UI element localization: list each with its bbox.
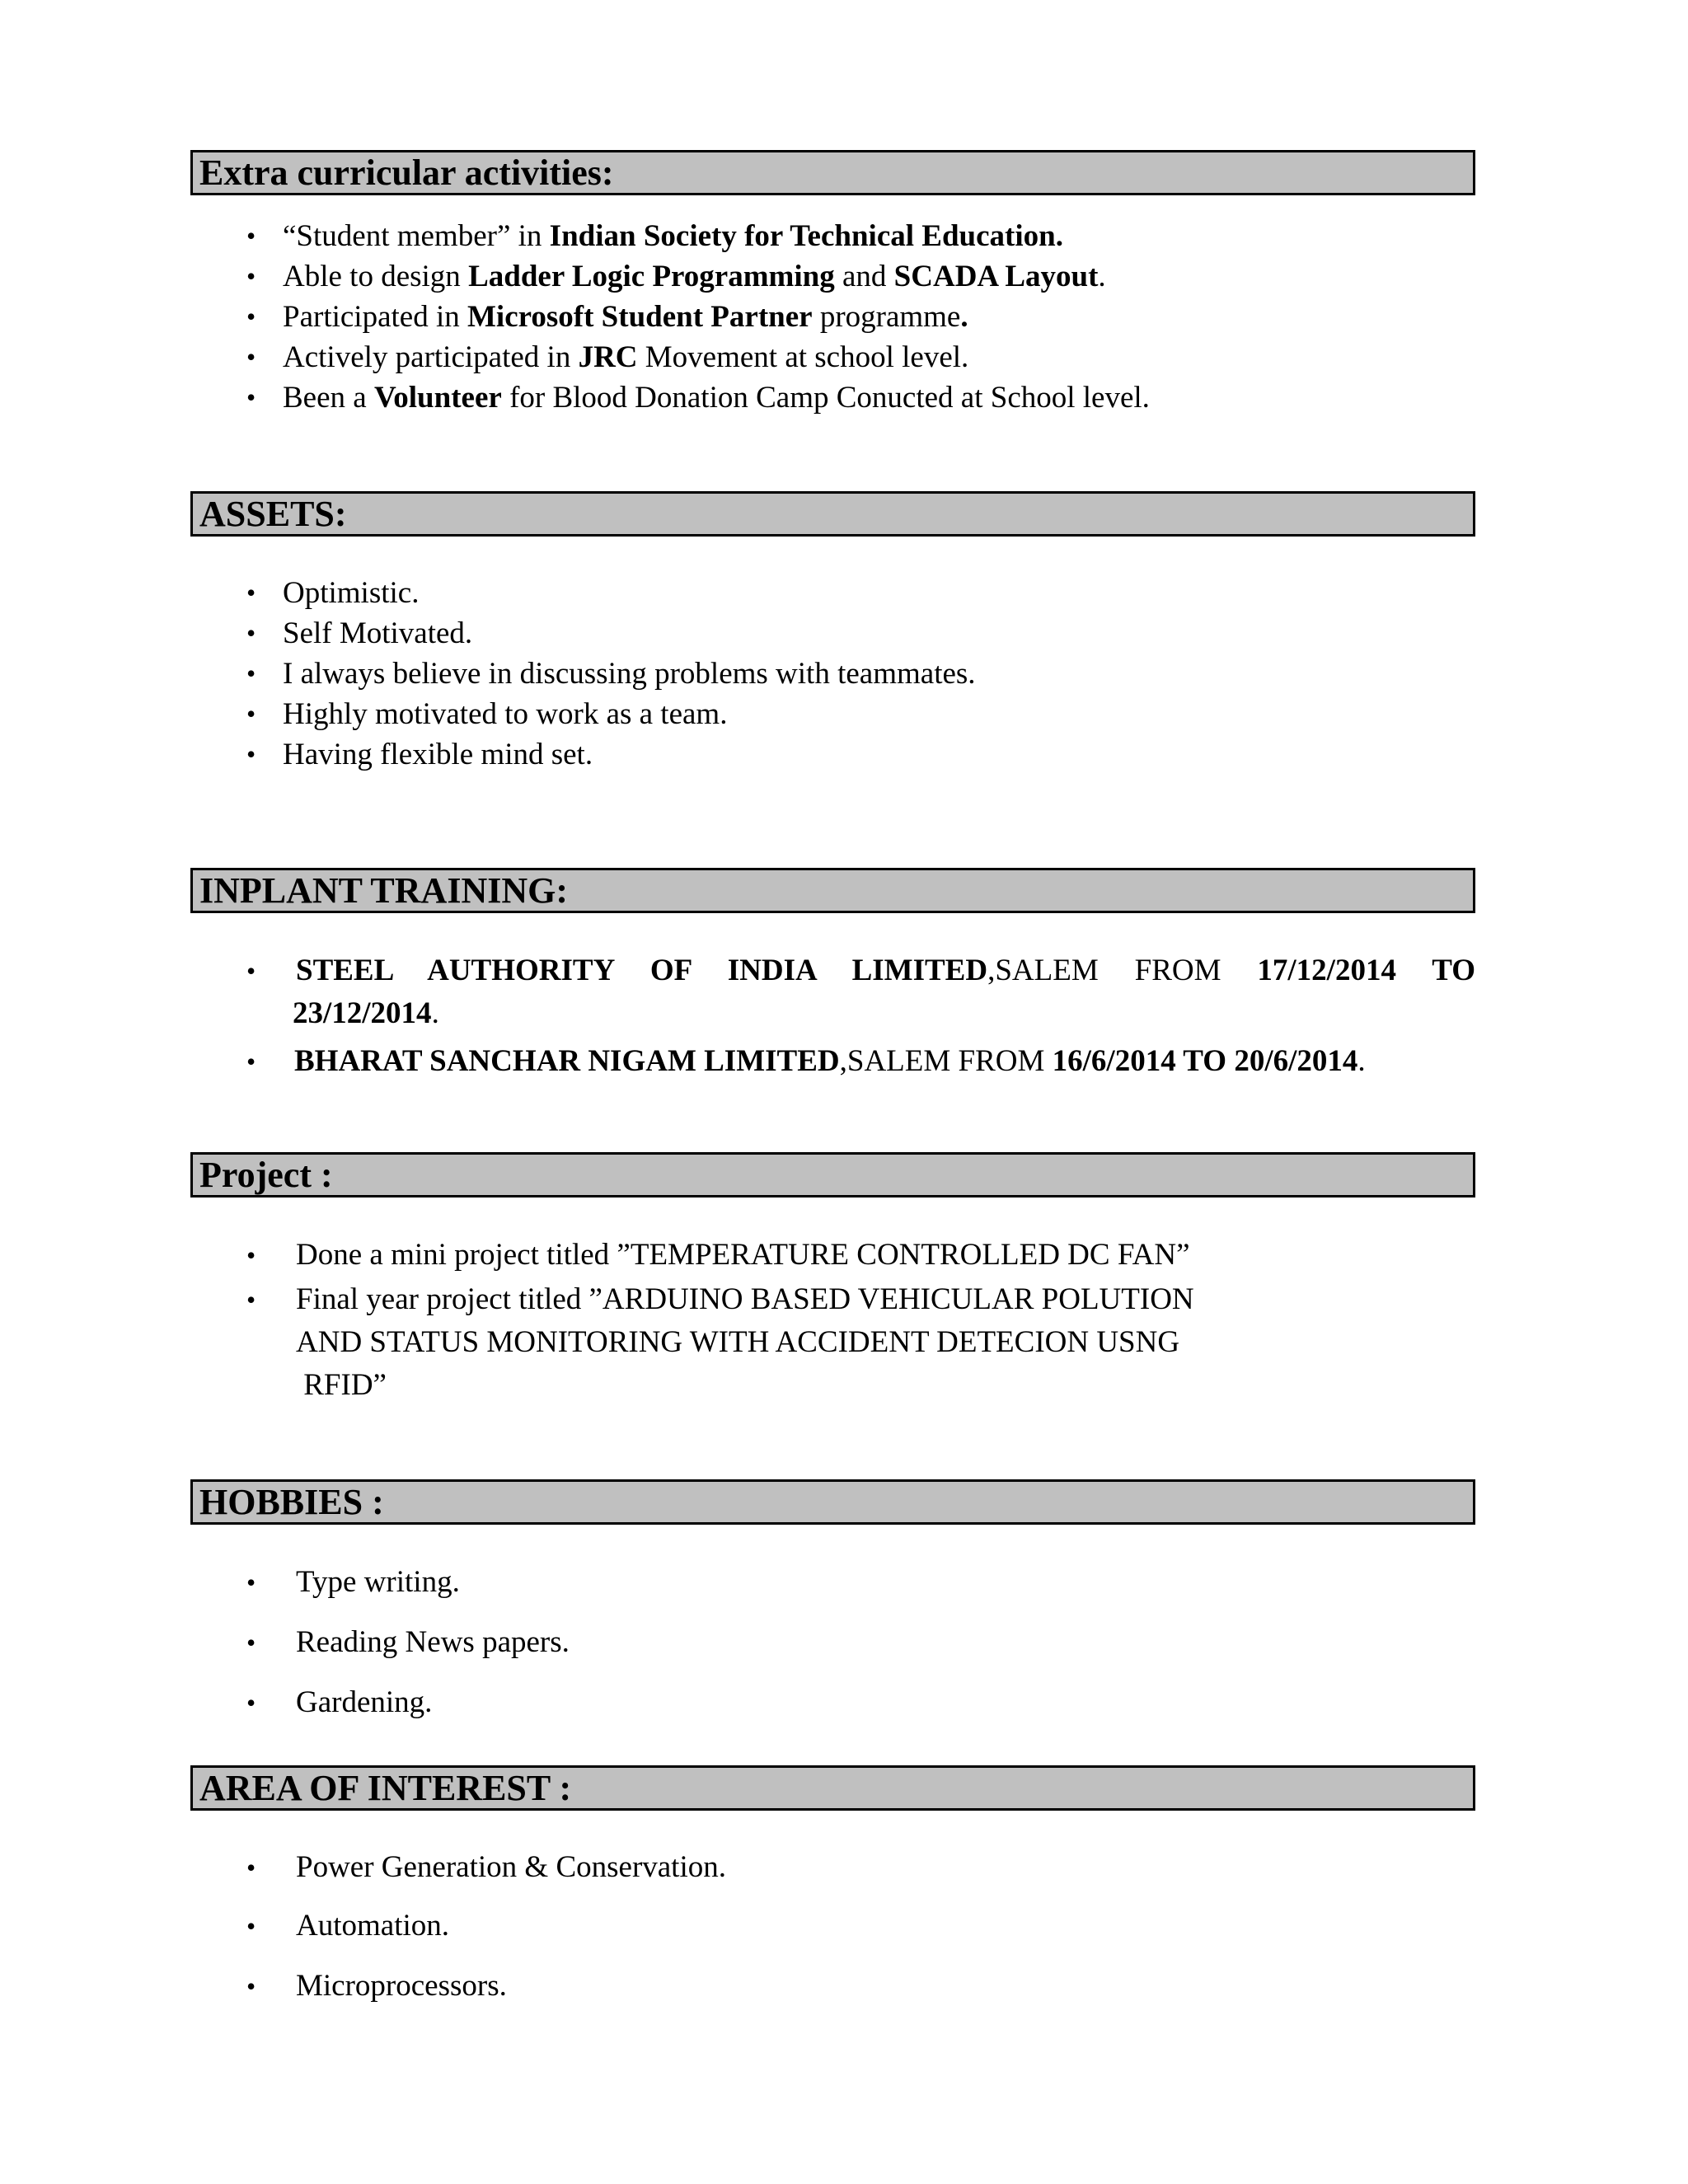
item-text: Able to design	[283, 260, 469, 293]
item-text: and	[834, 260, 894, 293]
item-text: “Student member” in	[283, 219, 550, 253]
item-text: Type writing.	[296, 1565, 460, 1599]
bullet-icon: •	[246, 1853, 256, 1882]
list-item	[190, 1905, 726, 1965]
bullet-icon: •	[246, 382, 256, 412]
hobbies-list	[190, 1561, 570, 1724]
item-text: Having flexible mind set.	[283, 738, 593, 771]
bullet-icon: •	[246, 618, 256, 648]
item-text: Automation.	[296, 1909, 450, 1943]
bullet-icon: •	[246, 1628, 256, 1657]
list-item	[190, 613, 976, 654]
section-header-inplant-training: INPLANT TRAINING:	[190, 868, 1475, 913]
item-text: Optimistic.	[283, 576, 420, 610]
item-line-2	[293, 992, 1475, 1035]
section-header-assets: ASSETS:	[190, 491, 1475, 537]
bullet-icon: •	[246, 1971, 256, 2001]
item-bold-text: Microsoft Student Partner	[467, 300, 813, 334]
item-text: Microprocessors.	[296, 1969, 507, 2003]
item-text: .	[431, 996, 439, 1030]
item-line-1: Final year project titled ”ARDUINO BASED VEHICULAR POLUTION	[296, 1282, 1194, 1316]
item-line-1	[296, 949, 1475, 992]
item-bold-text: STEEL AUTHORITY OF INDIA LIMITED	[296, 954, 988, 987]
item-bold-text: JRC	[578, 340, 638, 374]
bullet-icon: •	[246, 699, 256, 729]
bullet-icon: •	[246, 342, 256, 372]
bullet-icon: •	[246, 739, 256, 769]
bullet-icon: •	[246, 261, 256, 291]
item-text: Participated in	[283, 300, 467, 334]
bullet-icon: •	[246, 578, 256, 607]
bullet-icon: •	[246, 1911, 256, 1941]
list-item	[190, 1561, 570, 1621]
list-item	[190, 256, 1150, 297]
item-text: .	[1098, 260, 1106, 293]
list-item	[190, 216, 1150, 256]
project-list	[190, 1234, 1194, 1407]
item-text: Highly motivated to work as a team.	[283, 697, 728, 731]
bullet-icon: •	[246, 658, 256, 688]
item-text: Actively participated in	[283, 340, 579, 374]
bullet-icon: •	[246, 1047, 256, 1076]
bullet-icon: •	[246, 1240, 256, 1270]
section-header-hobbies: HOBBIES :	[190, 1479, 1475, 1525]
list-item	[190, 297, 1150, 337]
item-line-3: RFID”	[296, 1368, 387, 1402]
extra-curricular-list	[190, 216, 1150, 418]
item-bold-text: BHARAT SANCHAR NIGAM LIMITED	[294, 1044, 840, 1078]
item-text: Been a	[283, 381, 374, 415]
item-bold-text: .	[960, 300, 968, 334]
item-text: .	[1357, 1044, 1366, 1078]
list-item	[190, 1681, 570, 1724]
item-bold-text: 23/12/2014	[293, 996, 432, 1030]
list-item	[190, 1278, 1194, 1407]
list-item	[190, 377, 1150, 418]
item-bold-text: 16/6/2014 TO 20/6/2014	[1052, 1044, 1358, 1078]
area-of-interest-list	[190, 1846, 726, 2008]
list-item	[190, 1846, 726, 1905]
bullet-icon: •	[246, 1285, 256, 1315]
list-item	[190, 573, 976, 613]
item-line-2: AND STATUS MONITORING WITH ACCIDENT DETECION USNG	[296, 1325, 1180, 1359]
item-text: Reading News papers.	[296, 1625, 570, 1659]
bullet-icon: •	[246, 302, 256, 331]
item-text: ,SALEM FROM	[839, 1044, 1053, 1078]
bullet-icon: •	[246, 221, 256, 251]
list-item	[190, 1040, 1475, 1083]
list-item	[190, 654, 976, 694]
bullet-icon: •	[246, 1688, 256, 1718]
item-text: Gardening.	[296, 1685, 433, 1719]
list-item	[190, 1234, 1194, 1277]
item-bold-text: Volunteer	[373, 381, 502, 415]
bullet-icon: •	[246, 1568, 256, 1597]
item-bold-text: 17/12/2014 TO	[1257, 954, 1475, 987]
list-item	[190, 949, 1475, 1037]
item-text: Movement at school level.	[637, 340, 969, 374]
section-header-area-of-interest: AREA OF INTEREST :	[190, 1765, 1475, 1811]
item-text: ,SALEM FROM	[987, 954, 1258, 987]
item-text: Done a mini project titled ”TEMPERATURE CONTROLLED DC FAN”	[296, 1238, 1190, 1272]
item-text: programme	[812, 300, 961, 334]
assets-list	[190, 573, 976, 775]
list-item	[190, 1965, 726, 2008]
list-item	[190, 1621, 570, 1681]
item-text: for Blood Donation Camp Conucted at School level.	[501, 381, 1150, 415]
list-item	[190, 337, 1150, 377]
item-text: I always believe in discussing problems with teammates.	[283, 657, 976, 691]
bullet-icon: •	[246, 956, 256, 986]
item-bold-text: Ladder Logic Programming	[468, 260, 835, 293]
item-text: Power Generation & Conservation.	[296, 1850, 726, 1884]
item-bold-text: SCADA Layout	[893, 260, 1099, 293]
inplant-training-list	[190, 949, 1475, 1083]
list-item	[190, 734, 976, 775]
list-item	[190, 694, 976, 734]
item-text: Self Motivated.	[283, 616, 473, 650]
section-header-extra-curricular: Extra curricular activities:	[190, 150, 1475, 195]
section-header-project: Project :	[190, 1152, 1475, 1197]
item-bold-text: Indian Society for Technical Education.	[549, 219, 1063, 253]
